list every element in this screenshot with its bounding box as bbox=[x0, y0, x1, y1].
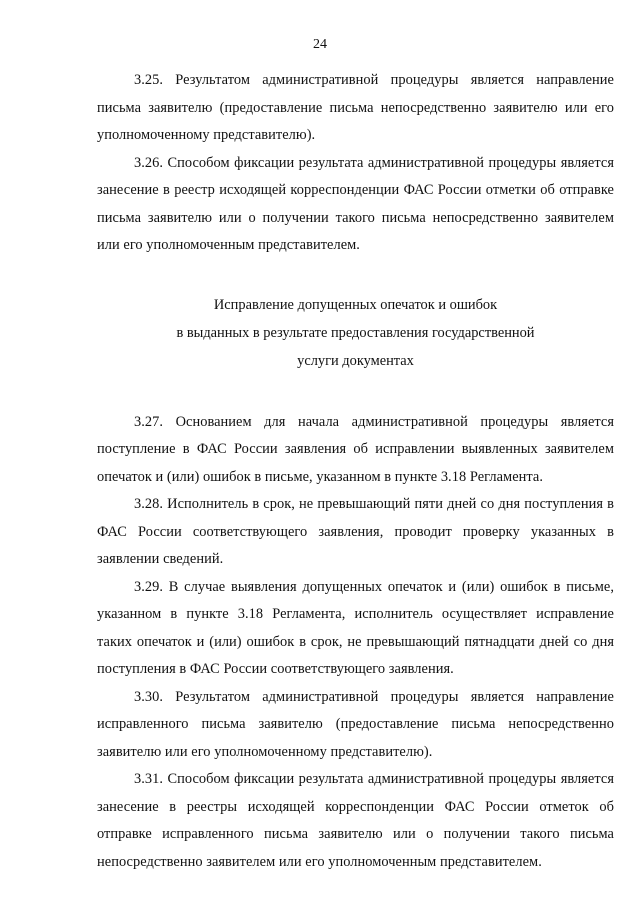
paragraph-3-26: 3.26. Способом фиксации результата административной процедуры является занесение в реестр исходящей корреспонденции ФАС России отметки об отправке письма заявителю или о получении такого письма непосредственно заявителем или его уполномоченным представителем. bbox=[97, 154, 614, 253]
paragraph-3-29: 3.29. В случае выявления допущенных опечаток и (или) ошибок в письме, указанном в пункте 3.18 Регламента, исполнитель осуществляет исправление таких опечаток и (или) ошибок в срок, не превышающий пятнадцати дней со дня поступления в ФАС России соответствующего заявления. bbox=[97, 578, 614, 677]
document-body bbox=[97, 67, 614, 876]
section-heading-line-3: услуги документах bbox=[297, 352, 414, 369]
paragraph-3-25: 3.25. Результатом административной процедуры является направление письма заявителю (предоставление письма непосредственно заявителю или его уполномоченному представителю). bbox=[97, 72, 614, 143]
paragraph-3-28: 3.28. Исполнитель в срок, не превышающий пяти дней со дня поступления в ФАС России соответствующего заявления, проводит проверку указанных в заявлении сведений. bbox=[97, 496, 614, 567]
paragraph-3-30: 3.30. Результатом административной процедуры является направление исправленного письма заявителю (предоставление письма непосредственно заявителю или его уполномоченному представителю). bbox=[97, 688, 614, 760]
page-number: 24 bbox=[313, 37, 327, 52]
section-heading-line-2: в выданных в результате предоставления государственной bbox=[176, 324, 535, 341]
paragraph-3-31: 3.31. Способом фиксации результата административной процедуры является занесение в реестры исходящей корреспонденции ФАС России отметок об отправке исправленного письма заявителю или о получении такого письма непосредственно заявителем или его уполномоченным представителем. bbox=[97, 771, 614, 870]
paragraph-3-27: 3.27. Основанием для начала административной процедуры является поступление в ФАС России заявления об исправлении выявленных заявителем опечаток и (или) ошибок в письме, указанном в пункте 3.18 Регламента. bbox=[97, 413, 614, 485]
section-heading bbox=[97, 291, 614, 375]
section-heading-line-1: Исправление допущенных опечаток и ошибок bbox=[213, 296, 498, 313]
